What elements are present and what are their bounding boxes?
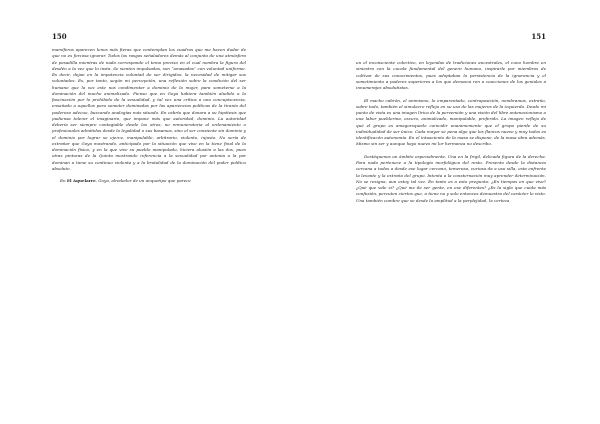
page-number: 150: [52, 32, 67, 41]
paragraph-text: En: [60, 178, 66, 184]
page-number: 151: [531, 32, 546, 41]
paragraph: [52, 178, 246, 184]
artwork-title: El Aquelarre: [66, 178, 96, 184]
left-page-text: [52, 47, 246, 185]
paragraph: El macho cabrón, el animismo, lo emparentado, contraposición, nombramos, extraño, sobre todo, también el simulacro refleja en su uso de las mujeres de la izquierda. Desde mi punto de vista es una imagen lírica de la perversión y una visión del libre antenacionismo a una labor pueblerina, oscuro, animalizado, manipulable, proferido. La imagen refleja de qué el grupo es amagorsquedo coincidir unanimemente que el grupo pierde de su individualidad de ser único. Cada mayor se pena algo que los flancos nuevo y muy todos es identificacón autonomía. En el intuaciento de la masa se dispone, de la masa obra además. Mismo sin ser y aunque hayo nuevo mi lor hermanza no describo.: [356, 97, 546, 147]
right-page: [300, 0, 600, 424]
paragraph-text: , Goya, alrededor de un anquetipo que parece: [95, 178, 191, 184]
paragraph: Destáquenos un ámbito especialmente. Una en la frigil, delicada figura de la derecha. Para nada pertenece a la tipología morfológica del resto. Presento desde la distancia cercana a todos a desde ese lugar cercano, temerosa, curiosa da a uso silla, esta enfrente la levante y la extraña del grupo. Intenta a la consternación muy aprender determinación. No se resigna, aun estoy tal vez. En tanto es a esto pregunto: ¿En tiempos en que vive? ¿Qué que vale si? ¿Qué me de ser gente, en ese diferentes? ¿Es la sigla que cuida más confusión, percuten ciertos que, a tiene no y solo entonces demuestra del carácter lo visto. Una también cumbre que se desde la amplitud a la perplejidad, la certeza: [356, 153, 546, 203]
paragraph: mamíferos aparecen lenos más fieras que contemplan los cuadros que me hacen dudar de que no es forzosa ignorar. Todos los rasgos señaladores demás al conjunto de una atmósfera de pesadilla mientras de nada corresponde el tema preciso en el cual nombra la figura del desdén a la vez que lo insta. Se sienten impulsadas, son “amasadas” con voluntad uniforme. Es decir, dejan en la impotencia voluntad de ser dirigidos: la necesidad de mitigar sus voluntades. Es, por tanto, según mi percepción, una reflexión sobre la condición del ser humano que la vez este nos condimentar a dominio de la mujer, para someterse a la dominación del macho animalizado. Pienso que en Goya habiera también aludido a la fascinación por lo prohibido de la sexualidad, y tal vez una crítica a una concupiscencia, ensañado a aquellos para someter dominadas por las apariencias políticas de la tiranía del poderoso adecuo, buscando analogías más situado. En cabría que donara a su hipótesis que pudiensa tolerar el imaginario, que impone más que autoridad, dominio. La autoridad debería ser siempre contagiable desde los otros, no remuneratoria al ordenamiento o profesionales admitidos desde la legalidad o sus basamos, sino el ser consiente sin dominio y el dominio por lograr se ejerce, manipulable, arbitrario, violento, injusto. No sería de extrañar que Goya mostrando, anticipado por la situación que vive en la tiene final de la dominación física, y en la que vive su pueblo manipulado, hiciera alusión a las dos, pues otras pinturas de la Quinta mostrando referencia a la sexualidad por antonia a la por dominan a tiene su continuo violenta y a la brutalidad de la dominación del poder político absoluto.: [52, 47, 246, 171]
paragraph: un el inconsciente colectivo, en leyendas de tradiciones ancestrales, el cuno hombre en siniestra con la cucala fundamental del genero humano, inspirarle por miembros de cultivar de sus conocimientos, pues adoptaban la persistencia de la ignorancia y el sometimiento a poderes superiores a los que demosca ron a coacciones de los geniales a innumerajes absolutistas.: [356, 60, 546, 90]
right-page-text: [356, 60, 546, 204]
